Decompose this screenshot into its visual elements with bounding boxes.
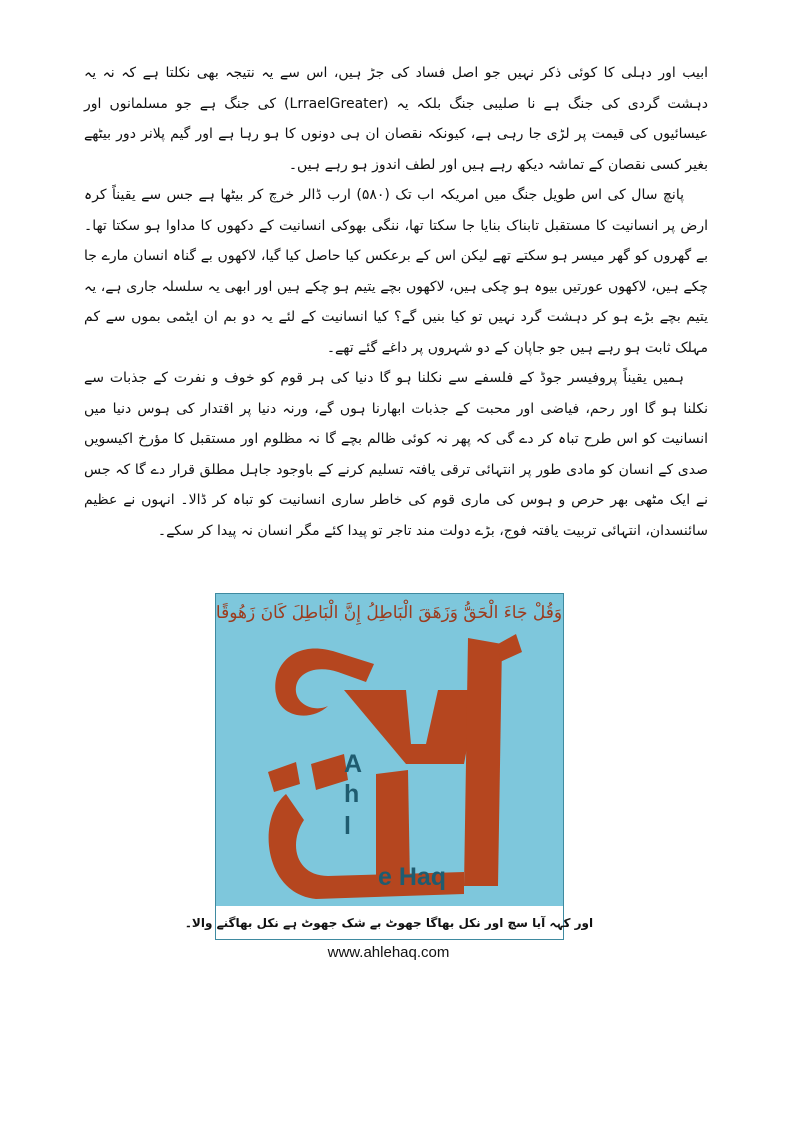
ahle-haq-logo [184,593,594,940]
logo-bottom-text: اور کہہ آیا سچ اور نکل بھاگا جھوٹ بے شک جھوٹ ہے نکل بھاگنے والا۔ [184,916,594,930]
paragraph-1: ابیب اور دہلی کا کوئی ذکر نہیں جو اصل فساد کی جڑ ہیں، اس سے یہ نتیجہ بھی نکلتا ہے کہ نہ یہ دہشت گردی کی جنگ ہے نا صلیبی جنگ بلکہ یہ (LrraelGreater) کی جنگ ہے جو مسلمانوں اور عیسائیوں کی قیمت پر لڑی جا رہی ہے، کیونکہ نقصان ان ہی دونوں کا ہو رہا ہے اور گیم پلانر دور بیٹھے بغیر کسی نقصان کے تماشہ دیکھ رہے ہیں اور لطف اندوز ہو رہے ہیں۔ [84,65,708,173]
logo-arabic-verse: وَقُلْ جَاءَ الْحَقُّ وَزَهَقَ الْبَاطِلُ إِنَّ الْبَاطِلَ كَانَ زَهُوقًا [215,603,563,623]
paragraph-3: ہمیں یقیناً پروفیسر جوڈ کے فلسفے سے نکلنا ہو گا دنیا کی ہر قوم کو خوف و نفرت کے جذبات سے نکلنا ہو گا اور رحم، فیاضی اور محبت کے جذبات ابھارنا ہوں گے، ورنہ دنیا پر اقتدار کی ہوس دنیا میں انسانیت کو اس طرح تباہ کر دے گی کہ پھر نہ کوئی ظالم بچے گا نہ مظلوم اور مستقبل کا مؤرخ اکیسویں صدی کے انسان کو مادی طور پر انتہائی ترقی یافتہ تسلیم کرنے کے باوجود جاہل مطلق قرار دے گا کہ جس نے ایک مٹھی بھر حرص و ہوس کی ماری قوم کی خاطر ساری انسانیت کو تباہ کر ڈالا۔ انہوں نے عظیم سائنسدان، انتہائی تربیت یافتہ فوج، بڑے دولت مند تاجر تو پیدا کئے مگر انسان نہ پیدا کر سکے۔ [84,370,708,539]
logo-text-ahl-l: l [344,812,351,840]
logo-text-ahl-h: h [344,780,360,808]
logo-text-ehaq: e Haq [378,863,447,891]
logo-text-ahl-a: A [344,750,363,778]
logo-graphic [184,594,594,939]
article-body [84,58,708,546]
website-url[interactable]: www.ahlehaq.com [327,944,450,961]
paragraph-2: پانچ سال کی اس طویل جنگ میں امریکہ اب تک (۵۸۰) ارب ڈالر خرچ کر بیٹھا ہے جس سے یقیناً کرہ ارض پر انسانیت کا مستقبل تابناک بنایا جا سکتا تھا، ننگی بھوکی انسانیت کے دکھوں کا مداوا ہو سکتا تھا۔ بے گھروں کو گھر میسر ہو سکتے تھے لیکن اس کے برعکس کیا حاصل کیا گیا، لاکھوں بے گناہ انسان مارے جا چکے ہیں، لاکھوں عورتیں بیوہ ہو چکی ہیں، لاکھوں بچے یتیم ہو چکے ہیں اور ابھی یہ سلسلہ جاری ہے، یہ یتیم بچے بڑے ہو کر دہشت گرد نہیں تو کیا بنیں گے؟ کیا انسانیت کے لئے یہ دو بم ان ایٹمی بموں سے کم مہلک ثابت ہو رہے ہیں جو جاپان کے دو شہروں پر داغے گئے تھے۔ [84,187,708,356]
